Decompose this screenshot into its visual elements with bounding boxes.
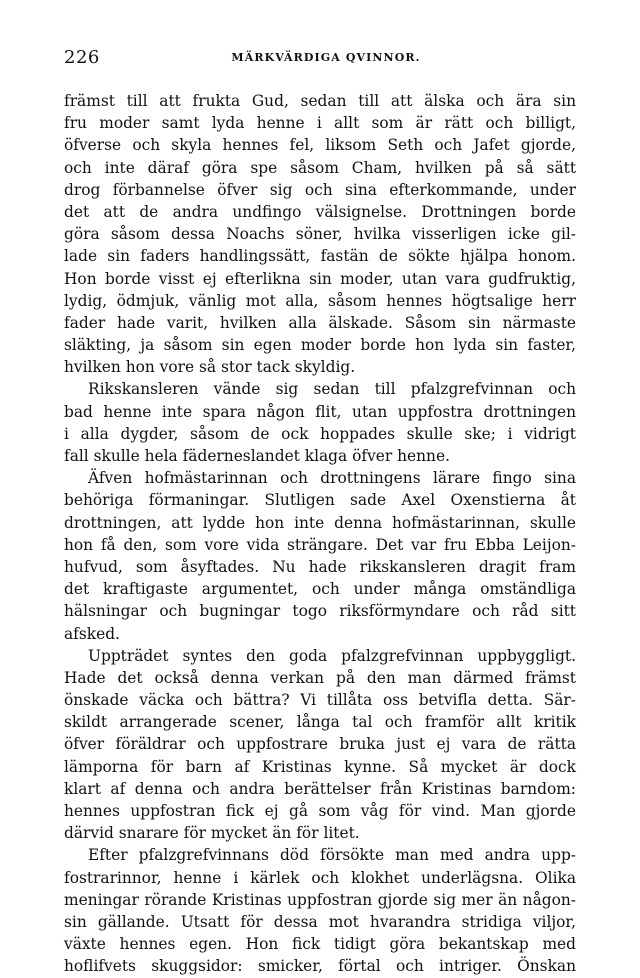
- text-line: drog förbannelse öfver sig och sina efterkommande, under: [64, 180, 576, 199]
- text-line: klart af denna och andra berättelser från Kristinas barndom:: [64, 779, 576, 798]
- text-line: Hade det också denna verkan på den man därmed främst: [64, 668, 576, 687]
- text-line: öfverse och skyla hennes fel, liksom Seth och Jafet gjorde,: [64, 136, 576, 155]
- text-line: hennes uppfostran fick ej gå som våg för vind. Man gjorde: [64, 802, 576, 820]
- text-line: fru moder samt lyda henne i allt som är rätt och billigt,: [64, 114, 576, 133]
- text-line: fall skulle hela fäderneslandet klaga öfver henne.: [64, 447, 450, 465]
- text-line: Äfven hofmästarinnan och drottningens lärare fingo sina: [88, 469, 576, 488]
- paragraph-3: [64, 467, 576, 645]
- running-head: [64, 46, 588, 70]
- paragraph-1: [64, 90, 576, 378]
- text-line: lydig, ödmjuk, vänlig mot alla, såsom hennes högtsalige herr: [64, 291, 576, 310]
- text-line: Efter pfalzgrefvinnans död försökte man med andra upp-: [88, 846, 576, 865]
- text-line: Rikskansleren vände sig sedan till pfalzgrefvinnan och: [88, 380, 576, 399]
- running-title: MÄRKVÄRDIGA QVINNOR.: [231, 51, 421, 64]
- text-line: hoflifvets skuggsidor: smicker, förtal och intriger. Önskan: [64, 957, 576, 976]
- text-line: Hon borde visst ej efterlikna sin moder, utan vara gudfruktig,: [64, 269, 576, 288]
- text-line: göra såsom dessa Noachs söner, hvilka visserligen icke gil-: [64, 225, 576, 244]
- text-line: hufvud, som åsyftades. Nu hade rikskansleren dragit fram: [64, 557, 576, 576]
- text-line: och inte däraf göra spe såsom Cham, hvilken på så sätt: [64, 158, 576, 177]
- text-line: Uppträdet syntes den goda pfalzgrefvinnan uppbyggligt.: [88, 646, 576, 665]
- text-line: det kraftigaste argumentet, och under många omständliga: [64, 580, 576, 599]
- text-line: afsked.: [64, 624, 120, 643]
- text-line: hon få den, som vore vida strängare. Det var fru Ebba Leijon-: [64, 535, 576, 554]
- text-line: öfver föräldrar och uppfostrare bruka just ej vara de rätta: [64, 735, 576, 754]
- text-line: sin gällande. Utsatt för dessa mot hvarandra stridiga viljor,: [64, 912, 576, 931]
- text-line: behöriga förmaningar. Slutligen sade Axel Oxenstierna åt: [64, 491, 576, 510]
- text-line: det att de andra undfingo välsignelse. Drottningen borde: [64, 202, 576, 221]
- text-line: lade sin faders handlingssätt, fastän de sökte hjälpa honom.: [64, 247, 576, 266]
- text-line: främst till att frukta Gud, sedan till att älska och ära sin: [64, 92, 576, 110]
- text-line: därvid snarare för mycket än för litet.: [64, 824, 360, 843]
- text-line: drottningen, att lydde hon inte denna hofmästarinnan, skulle: [64, 513, 576, 532]
- text-line: önskade väcka och bättra? Vi tillåta oss betvifla detta. Sär-: [64, 691, 576, 710]
- paragraph-2: [64, 378, 576, 467]
- page-number: 226: [64, 47, 100, 68]
- text-line: släkting, ja såsom sin egen moder borde hon lyda sin faster,: [64, 336, 576, 355]
- text-line: meningar rörande Kristinas uppfostran gjorde sig mer än någon-: [64, 890, 576, 909]
- text-line: i alla dygder, såsom de ock hoppades skulle ske; i vidrigt: [64, 424, 576, 443]
- body-text: [64, 90, 576, 978]
- text-line: bad henne inte spara någon flit, utan uppfostra drottningen: [64, 402, 576, 421]
- text-line: skildt arrangerade scener, långa tal och framför allt kritik: [64, 713, 576, 732]
- paragraph-5: [64, 844, 576, 977]
- text-line: hälsningar och bugningar togo riksförmyndare och råd sitt: [64, 602, 576, 621]
- text-line: lämporna för barn af Kristinas kynne. Så mycket är dock: [64, 757, 576, 776]
- paragraph-4: [64, 645, 576, 845]
- text-line: växte hennes egen. Hon fick tidigt göra bekantskap med: [64, 935, 576, 954]
- text-line: fostrarinnor, henne i kärlek och klokhet underlägsna. Olika: [64, 868, 576, 887]
- text-line: hvilken hon vore så stor tack skyldig.: [64, 358, 356, 377]
- text-line: fader hade varit, hvilken alla älskade. Såsom sin närmaste: [64, 313, 576, 332]
